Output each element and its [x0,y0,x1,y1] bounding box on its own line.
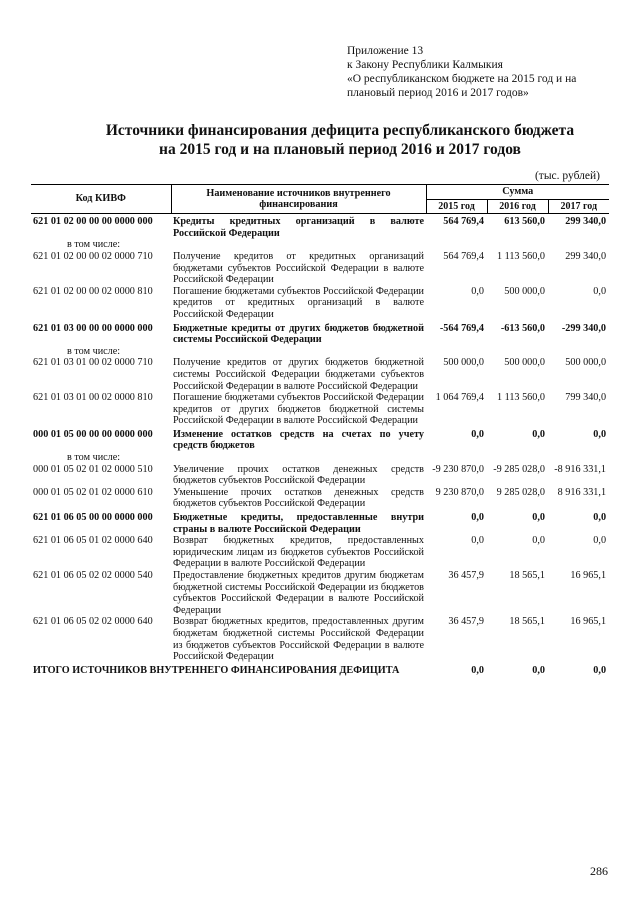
row-value-2017: -8 916 331,1 [554,463,607,475]
total-row [31,663,609,677]
row-value-2017: 0,0 [593,428,607,440]
table-row [31,214,609,240]
appendix-line: «О республиканском бюджете на 2015 год и на [347,73,577,85]
row-value-2016: -9 285 028,0 [493,463,545,475]
sub-label: в том числе: [67,239,121,251]
total-value-2015: 0,0 [471,664,484,676]
row-code: 621 01 03 00 00 00 0000 000 [33,322,153,334]
row-value-2017: 299 340,0 [565,250,607,262]
sub-label-row [31,239,609,251]
row-name: Уменьшение прочих остатков денежных средств бюджетов субъектов Российской Федерации [173,486,424,510]
header-year-2017: 2017 год [548,199,609,214]
table-row [31,321,609,346]
table-row [31,570,609,616]
row-name: Бюджетные кредиты от других бюджетов бюджетной системы Российской Федерации [173,322,424,346]
title-line: на 2015 год и на плановый период 2016 и 2017 годов [159,141,521,158]
row-code: 621 01 02 00 00 02 0000 710 [33,250,153,262]
header-sum: Сумма [426,185,609,200]
row-value-2017: 299 340,0 [565,216,607,228]
table-row [31,427,609,452]
row-value-2016: 1 113 560,0 [496,250,545,262]
appendix-note [347,44,617,100]
row-value-2015: -564 769,4 [439,322,484,334]
sub-label-row [31,346,609,358]
sub-label-row [31,452,609,464]
total-value-2016: 0,0 [532,664,545,676]
row-code: 621 01 06 05 02 02 0000 540 [33,570,153,581]
total-value-2017: 0,0 [593,664,607,676]
financing-sources-table [31,184,609,676]
header-name: Наименование источников внутреннего финансирования [171,185,426,214]
row-value-2017: 8 916 331,1 [557,486,607,498]
row-value-2017: -299 340,0 [561,322,607,334]
row-value-2015: 36 457,9 [448,570,484,581]
row-value-2016: 1 113 560,0 [496,392,545,404]
row-name: Погашение бюджетами субъектов Российской Федерации кредитов от других бюджетов бюджетной системы Российской Федерации в валюте Российской Федерации [173,392,424,427]
table-row [31,392,609,427]
row-code: 621 01 02 00 00 02 0000 810 [33,285,153,297]
row-value-2016: 613 560,0 [504,216,545,228]
document-title [40,121,640,159]
row-value-2016: -613 560,0 [500,322,545,334]
table-row [31,357,609,392]
row-value-2015: 36 457,9 [448,616,484,628]
total-label: ИТОГО ИСТОЧНИКОВ ВНУТРЕННЕГО ФИНАНСИРОВАНИЯ ДЕФИЦИТА [33,664,400,676]
row-name: Возврат бюджетных кредитов, предоставленных другим бюджетам бюджетной системы Российской Федерации из бюджетов субъектов Российской Федерации в валюте Российской Федерации [173,616,424,663]
row-value-2016: 0,0 [532,428,545,440]
row-value-2017: 0,0 [593,285,607,297]
row-value-2016: 500 000,0 [504,285,545,297]
row-name: Получение кредитов от кредитных организаций бюджетами субъектов Российской Федерации в валюте Российской Федерации [173,250,424,286]
row-value-2015: 9 230 870,0 [435,486,484,498]
row-code: 621 01 06 05 02 02 0000 640 [33,616,153,628]
row-value-2015: 0,0 [471,428,484,440]
row-value-2017: 500 000,0 [565,357,607,369]
row-code: 000 01 05 02 01 02 0000 510 [33,463,153,475]
row-value-2015: 0,0 [471,285,484,297]
row-value-2016: 0,0 [532,535,545,547]
row-value-2017: 0,0 [593,535,607,547]
row-code: 621 01 03 01 00 02 0000 810 [33,392,153,404]
row-value-2015: 0,0 [471,535,484,547]
header-year-2016: 2016 год [487,199,548,214]
units-label: (тыс. рублей) [534,170,600,182]
row-name: Получение кредитов от других бюджетов бюджетной системы Российской Федерации бюджетами субъектов Российской Федерации в валюте Российской Федерации [173,357,424,392]
row-value-2016: 18 565,1 [509,616,545,628]
row-value-2015: 500 000,0 [443,357,484,369]
row-name: Погашение бюджетами субъектов Российской Федерации кредитов от кредитных организаций в валюте Российской Федерации [173,285,424,320]
appendix-line: к Закону Республики Калмыкия [347,59,503,71]
row-value-2017: 0,0 [593,512,607,524]
appendix-line: Приложение 13 [347,45,424,57]
row-value-2016: 0,0 [532,512,545,524]
table-row [31,251,609,286]
row-code: 621 01 02 00 00 00 0000 000 [33,216,153,228]
row-value-2015: 564 769,4 [443,250,484,262]
row-code: 621 01 06 05 00 00 0000 000 [33,512,153,524]
row-name: Увеличение прочих остатков денежных средств бюджетов субъектов Российской Федерации [173,463,424,487]
page-number: 286 [590,864,608,878]
table-row [31,616,609,662]
row-name: Предоставление бюджетных кредитов другим бюджетам бюджетной системы Российской Федерации из бюджетов субъектов Российской Федерации в валюте Российской Федерации [173,570,424,616]
table-row [31,464,609,487]
row-value-2015: 0,0 [471,512,484,524]
row-value-2016: 9 285 028,0 [496,486,545,498]
row-value-2017: 799 340,0 [565,392,607,404]
table-row [31,286,609,321]
row-value-2015: 564 769,4 [443,216,484,228]
header-code: Код КИВФ [31,185,171,214]
table-row [31,510,609,535]
row-code: 621 01 03 01 00 02 0000 710 [33,357,153,369]
appendix-line: плановый период 2016 и 2017 годов» [347,87,529,99]
row-value-2015: -9 230 870,0 [432,463,484,475]
table-row [31,535,609,570]
row-name: Изменение остатков средств на счетах по учету средств бюджетов [173,428,424,452]
row-code: 000 01 05 02 01 02 0000 610 [33,486,153,498]
row-name: Возврат бюджетных кредитов, предоставленных юридическим лицам из бюджетов субъектов Российской Федерации в валюте Российской Федерации [173,535,424,570]
row-value-2017: 16 965,1 [570,570,607,581]
row-value-2015: 1 064 769,4 [435,392,484,404]
row-code: 000 01 05 00 00 00 0000 000 [33,428,153,440]
row-name: Кредиты кредитных организаций в валюте Российской Федерации [173,216,424,239]
sub-label: в том числе: [67,452,121,464]
row-name: Бюджетные кредиты, предоставленные внутри страны в валюте Российской Федерации [173,512,424,535]
table-row [31,487,609,510]
row-value-2016: 500 000,0 [504,357,545,369]
header-year-2015: 2015 год [426,199,487,214]
row-value-2017: 16 965,1 [570,616,607,628]
sub-label: в том числе: [67,345,121,357]
row-value-2016: 18 565,1 [509,570,545,581]
row-code: 621 01 06 05 01 02 0000 640 [33,535,153,547]
title-line: Источники финансирования дефицита республиканского бюджета [105,122,575,139]
